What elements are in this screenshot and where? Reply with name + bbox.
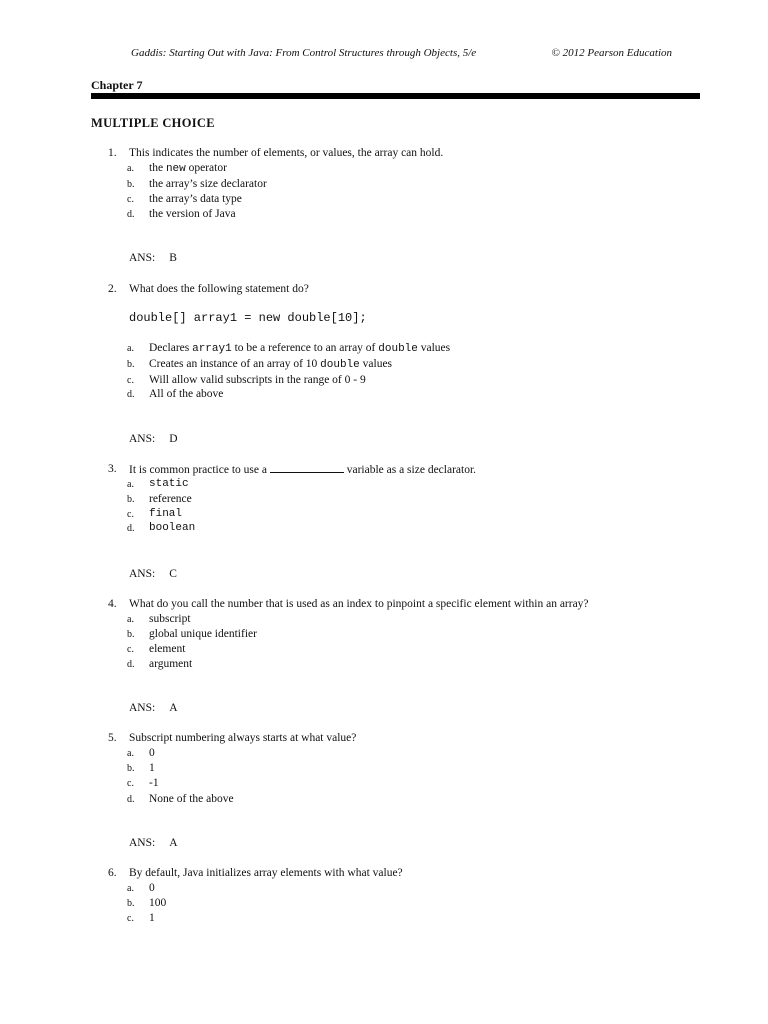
question-number: 3.	[108, 463, 117, 475]
answer: ANS: A	[129, 702, 178, 714]
question-number: 5.	[108, 732, 117, 744]
answer: ANS: C	[129, 568, 177, 580]
header-book-title: Gaddis: Starting Out with Java: From Control Structures through Objects, 5/e	[131, 47, 477, 59]
question-number: 2.	[108, 283, 117, 295]
answer: ANS: B	[129, 252, 177, 264]
chapter-title: Chapter 7	[91, 78, 143, 92]
question-number: 1.	[108, 147, 117, 159]
answer: ANS: D	[129, 433, 178, 445]
answer: ANS: A	[129, 837, 178, 849]
section-heading: MULTIPLE CHOICE	[91, 116, 215, 130]
question-text: It is common practice to use a variable as a size declarator.	[129, 464, 477, 476]
question-text: This indicates the number of elements, or values, the array can hold.	[129, 147, 444, 159]
code-statement: double[] array1 = new double[10];	[129, 311, 367, 325]
header-copyright: © 2012 Pearson Education	[551, 47, 672, 59]
question-text: By default, Java initializes array elements with what value?	[129, 867, 403, 879]
question-text: What do you call the number that is used as an index to pinpoint a specific element within an array?	[129, 598, 589, 610]
question-text: What does the following statement do?	[129, 283, 309, 295]
question-text: Subscript numbering always starts at what value?	[129, 732, 357, 744]
fill-in-blank	[270, 462, 344, 473]
page-header	[131, 46, 672, 61]
question-number: 6.	[108, 867, 117, 879]
chapter-divider	[91, 93, 700, 99]
question-number: 4.	[108, 598, 117, 610]
